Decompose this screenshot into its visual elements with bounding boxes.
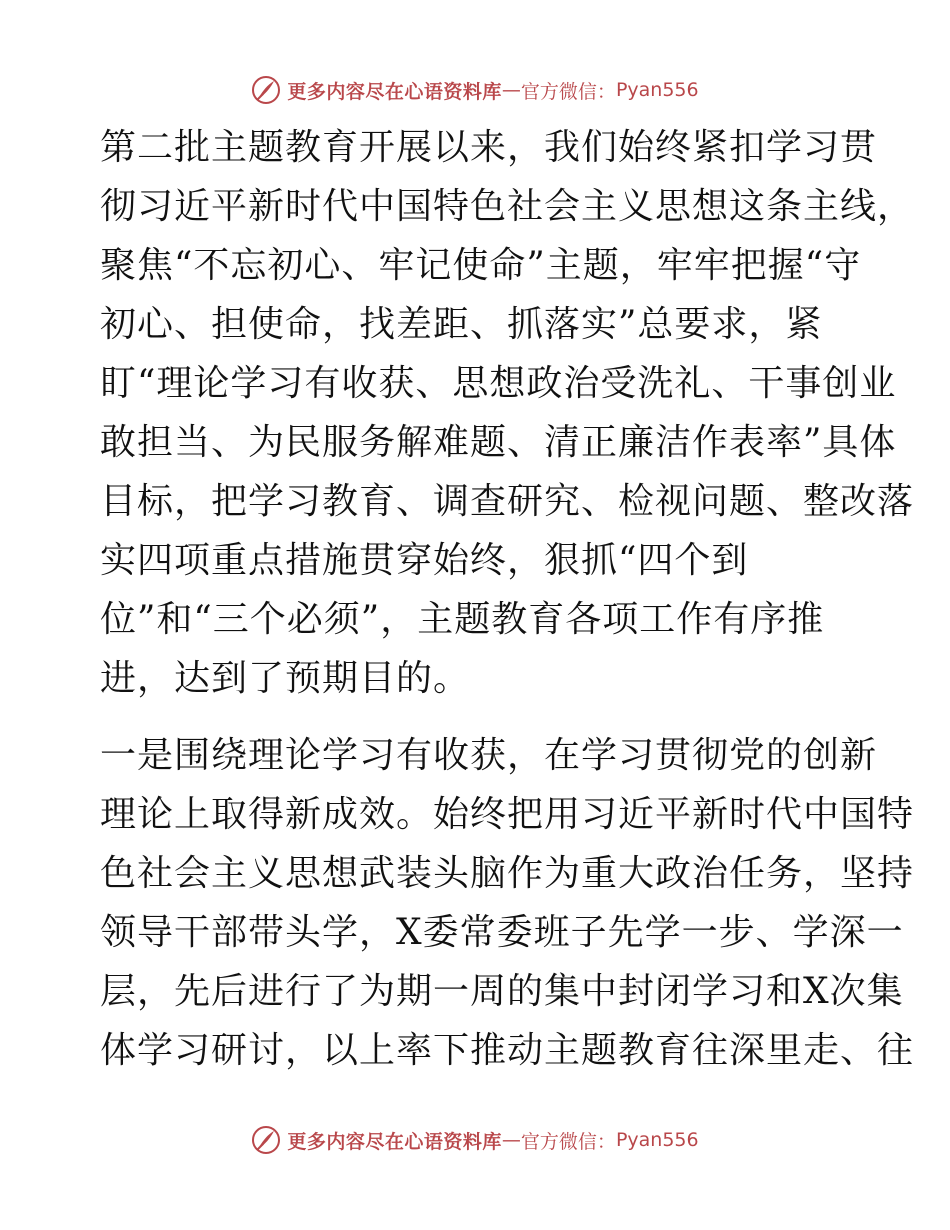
text-line: 进，达到了预期目的。: [100, 658, 471, 699]
text-line: 一是围绕理论学习有收获，在学习贯彻党的创新: [100, 735, 878, 776]
text-line: 聚焦“不忘初心、牢记使命”主题，牢牢把握“守: [100, 245, 862, 286]
text-line: 色社会主义思想武装头脑作为重大政治任务，坚持: [100, 853, 915, 894]
paragraph-intro: [100, 118, 915, 708]
text-line: 彻习近平新时代中国特色社会主义思想这条主线，: [100, 186, 915, 227]
text-line: 理论上取得新成效。始终把用习近平新时代中国特: [100, 794, 915, 835]
quill-logo-icon: [251, 75, 281, 105]
text-line: 盯“理论学习有收获、思想政治受洗礼、干事创业: [100, 363, 897, 404]
paragraph-theory-study: [100, 726, 915, 1080]
banner-contact-id: Pyan556: [615, 1129, 699, 1151]
text-line: 层，先后进行了为期一周的集中封闭学习和X次集: [100, 971, 904, 1012]
banner-separator: —: [501, 1129, 521, 1151]
document-body: [100, 118, 915, 1080]
text-line: 第二批主题教育开展以来，我们始终紧扣学习贯: [100, 127, 878, 168]
text-line: 实四项重点措施贯穿始终，狠抓“四个到: [100, 540, 749, 581]
banner-contact-label: 官方微信：: [520, 80, 616, 103]
text-line: 领导干部带头学，X委常委班子先学一步、学深一: [100, 912, 904, 953]
footer-banner: [0, 1120, 950, 1160]
banner-separator: —: [501, 79, 521, 101]
banner-contact-label: 官方微信：: [520, 1130, 616, 1153]
banner-site-name: 更多内容尽在心语资料库: [287, 80, 502, 103]
quill-logo-icon: [251, 1125, 281, 1155]
banner-site-name: 更多内容尽在心语资料库: [287, 1130, 502, 1153]
text-line: 位”和“三个必须”，主题教育各项工作有序推: [100, 599, 825, 640]
text-line: 敢担当、为民服务解难题、清正廉洁作表率”具体: [100, 422, 897, 463]
header-banner: [0, 70, 950, 110]
text-line: 体学习研讨，以上率下推动主题教育往深里走、往: [100, 1030, 915, 1071]
text-line: 初心、担使命，找差距、抓落实”总要求，紧: [100, 304, 823, 345]
banner-contact-id: Pyan556: [615, 79, 699, 101]
text-line: 目标，把学习教育、调查研究、检视问题、整改落: [100, 481, 915, 522]
